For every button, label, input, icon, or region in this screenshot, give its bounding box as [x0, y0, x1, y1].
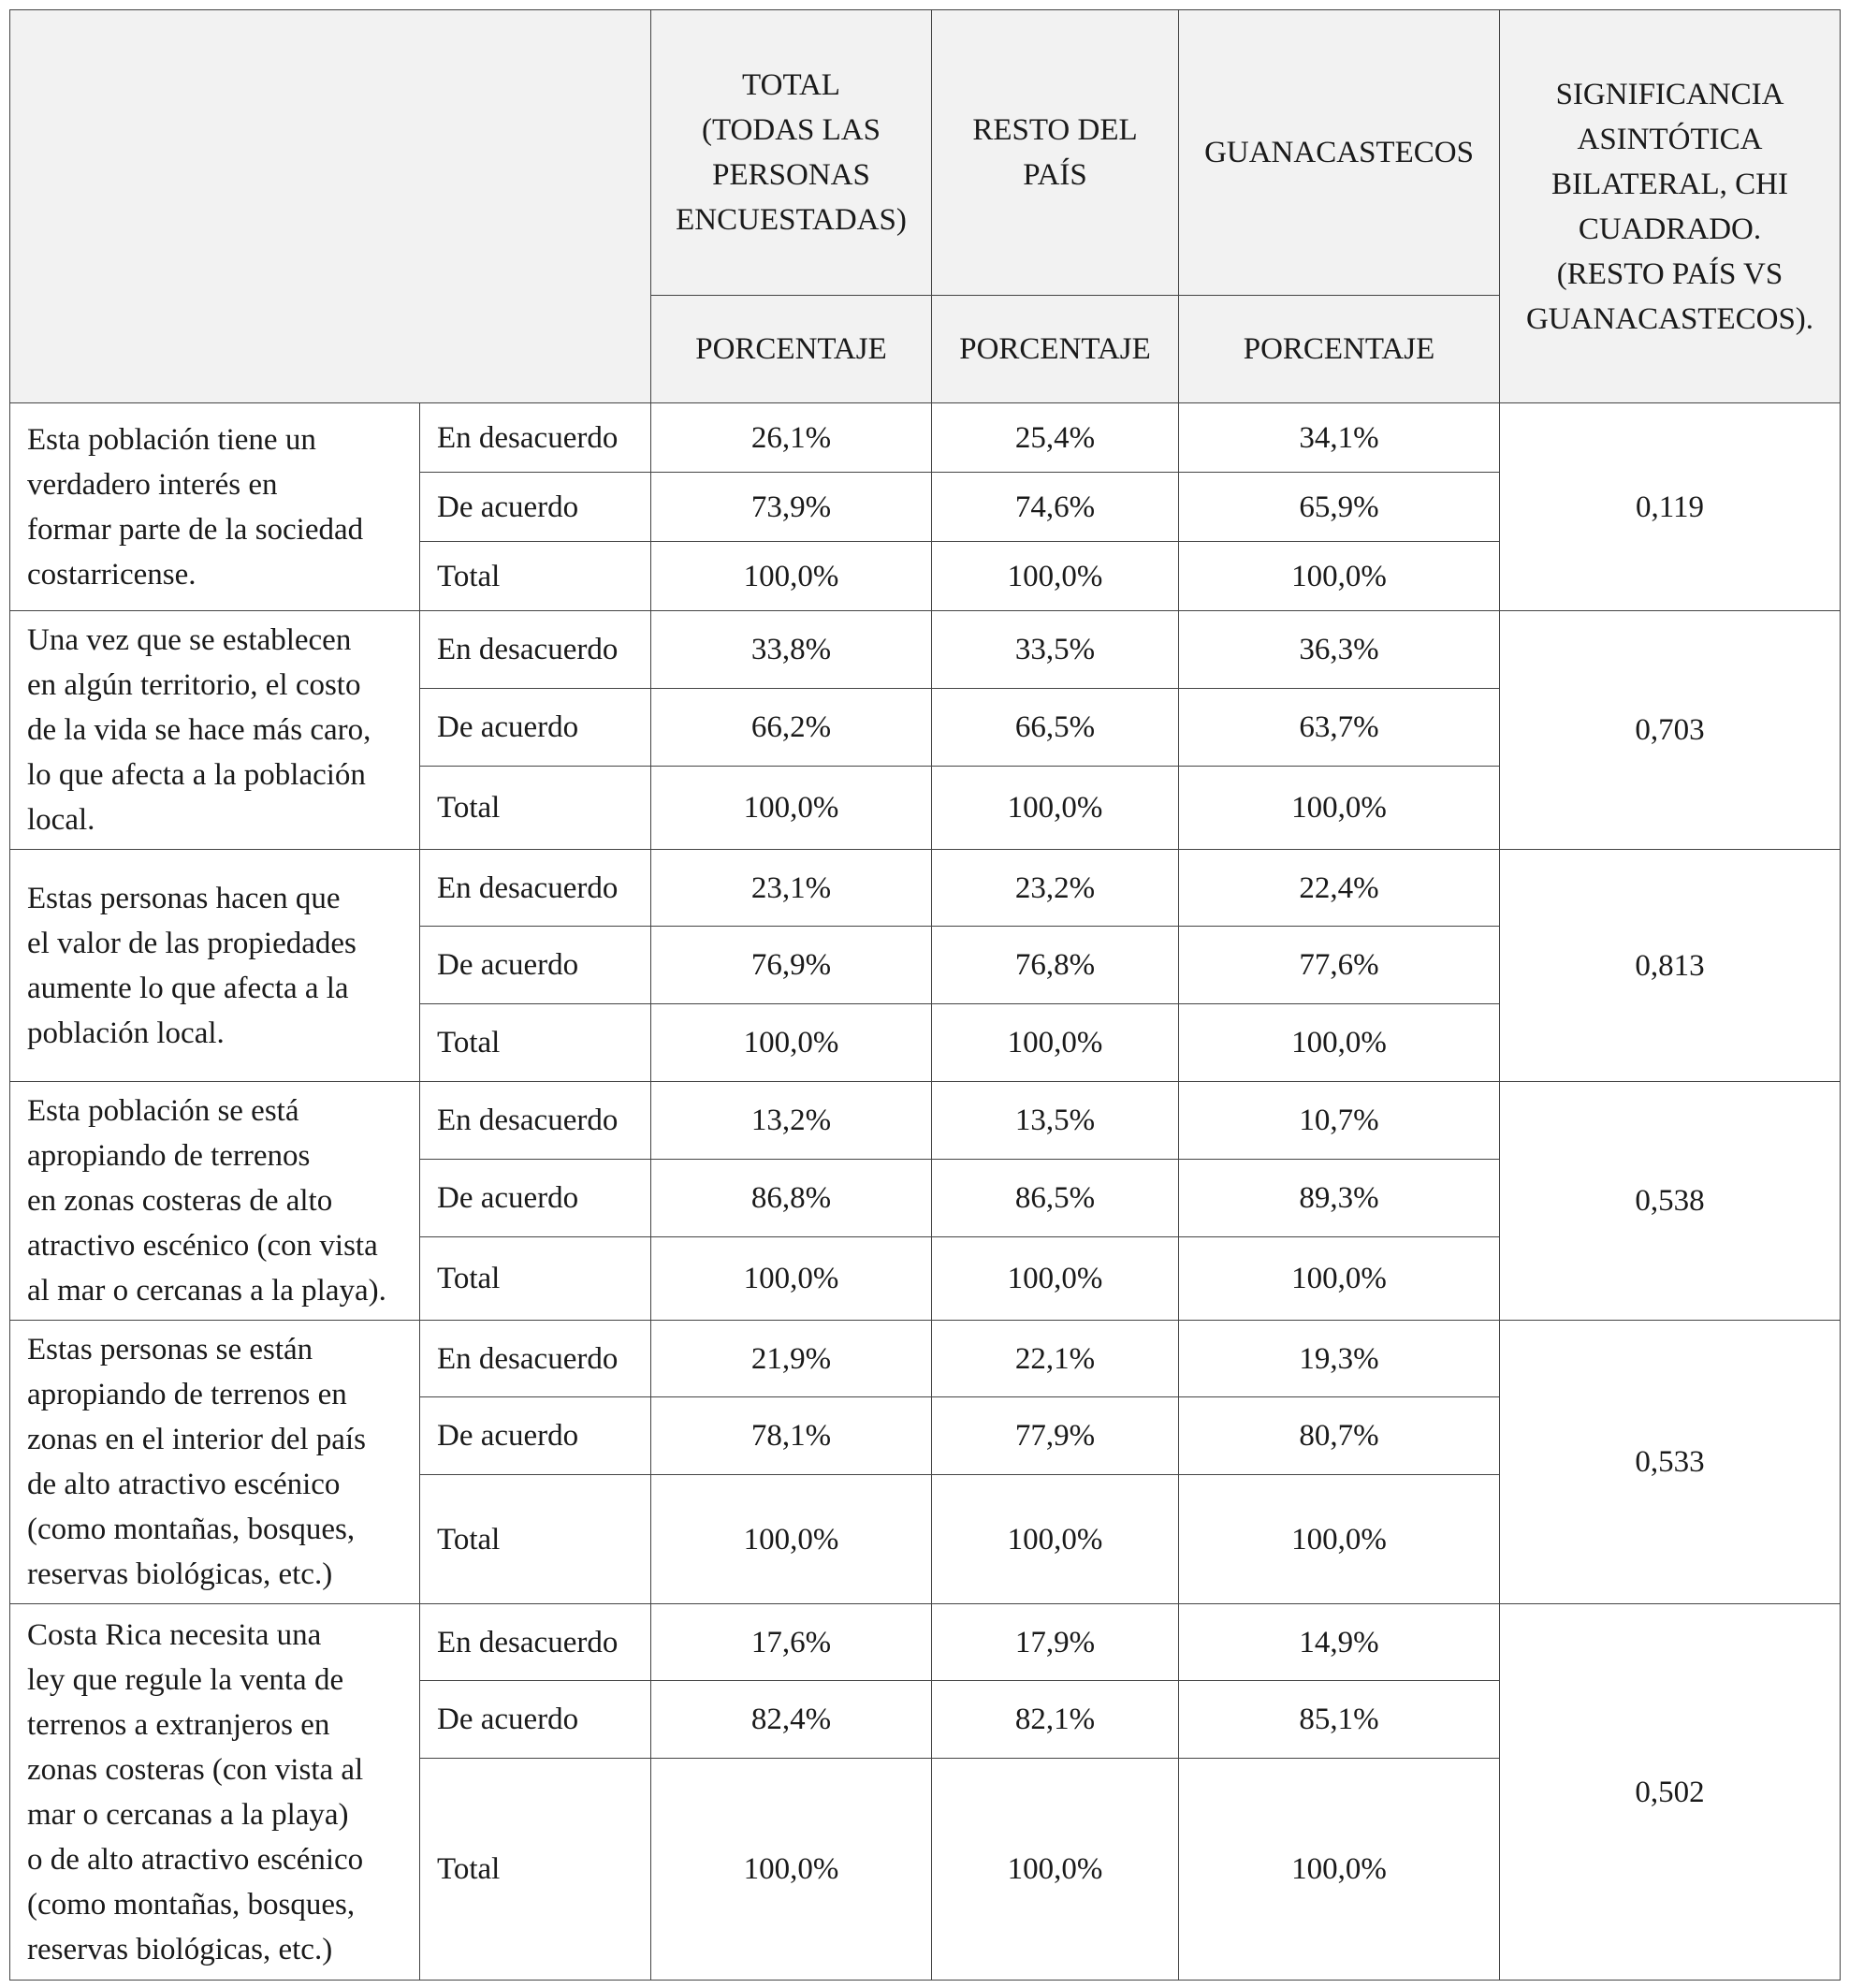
- response-label: De acuerdo: [420, 689, 651, 767]
- value-guanacastecos: 36,3%: [1179, 611, 1500, 689]
- table-row: [10, 850, 1841, 927]
- header-guanacastecos-cell: [1179, 10, 1500, 296]
- value-guanacastecos: 80,7%: [1179, 1397, 1500, 1475]
- response-label: En desacuerdo: [420, 403, 651, 473]
- header-significance-label: SIGNIFICANCIA ASINTÓTICA BILATERAL, CHI CUADRADO. (RESTO PAÍS VS GUANACASTECOS).: [1525, 77, 1814, 336]
- value-guanacastecos: 100,0%: [1179, 542, 1500, 611]
- response-label: En desacuerdo: [420, 1604, 651, 1681]
- value-guanacastecos: 100,0%: [1179, 1759, 1500, 1981]
- subheader-resto-cell: [932, 296, 1179, 403]
- significance-value: 0,703: [1500, 611, 1841, 850]
- value-resto: 100,0%: [932, 1237, 1179, 1321]
- value-guanacastecos: 100,0%: [1179, 1475, 1500, 1604]
- value-guanacastecos: 22,4%: [1179, 850, 1500, 927]
- statement-cell: [10, 850, 420, 1082]
- significance-value: 0,502: [1500, 1604, 1841, 1981]
- significance-value: 0,119: [1500, 403, 1841, 611]
- header-resto-cell: [932, 10, 1179, 296]
- value-guanacastecos: 65,9%: [1179, 473, 1500, 542]
- table-row: [10, 1321, 1841, 1397]
- value-guanacastecos: 100,0%: [1179, 1237, 1500, 1321]
- value-guanacastecos: 34,1%: [1179, 403, 1500, 473]
- value-resto: 25,4%: [932, 403, 1179, 473]
- value-resto: 77,9%: [932, 1397, 1179, 1475]
- value-total: 86,8%: [651, 1160, 932, 1237]
- subheader-guanacastecos-label: PORCENTAJE: [1243, 332, 1435, 366]
- statement-text: Estas personas hacen que el valor de las propiedades aumente lo que afecta a la población local.: [27, 881, 357, 1050]
- survey-results-table: [9, 9, 1841, 1981]
- value-resto: 100,0%: [932, 767, 1179, 850]
- statement-cell: [10, 1604, 420, 1981]
- value-total: 13,2%: [651, 1082, 932, 1160]
- response-label: En desacuerdo: [420, 850, 651, 927]
- table-row: [10, 1604, 1841, 1681]
- value-total: 100,0%: [651, 1759, 932, 1981]
- value-total: 100,0%: [651, 1237, 932, 1321]
- header-total-label: TOTAL (TODAS LAS PERSONAS ENCUESTADAS): [676, 68, 907, 237]
- value-total: 26,1%: [651, 403, 932, 473]
- table-row: [10, 403, 1841, 473]
- response-label: De acuerdo: [420, 1160, 651, 1237]
- value-resto: 22,1%: [932, 1321, 1179, 1397]
- value-resto: 74,6%: [932, 473, 1179, 542]
- value-resto: 33,5%: [932, 611, 1179, 689]
- value-guanacastecos: 19,3%: [1179, 1321, 1500, 1397]
- value-resto: 100,0%: [932, 1004, 1179, 1082]
- value-guanacastecos: 100,0%: [1179, 1004, 1500, 1082]
- subheader-resto-label: PORCENTAJE: [959, 332, 1151, 366]
- response-label: Total: [420, 1237, 651, 1321]
- response-label: Total: [420, 1475, 651, 1604]
- statement-text: Costa Rica necesita una ley que regule la venta de terrenos a extranjeros en zonas costeras (con vista al mar o cercanas a la playa) o de alto atractivo escénico (como montañas, bosques, reservas biológicas, etc.): [27, 1617, 364, 1966]
- statement-cell: [10, 611, 420, 850]
- response-label: Total: [420, 1004, 651, 1082]
- value-resto: 13,5%: [932, 1082, 1179, 1160]
- response-label: De acuerdo: [420, 473, 651, 542]
- value-guanacastecos: 85,1%: [1179, 1681, 1500, 1759]
- statement-text: Esta población se está apropiando de terrenos en zonas costeras de alto atractivo escénico (con vista al mar o cercanas a la playa).: [27, 1094, 386, 1308]
- value-total: 76,9%: [651, 927, 932, 1004]
- table-row: [10, 1082, 1841, 1160]
- significance-value: 0,813: [1500, 850, 1841, 1082]
- response-label: De acuerdo: [420, 927, 651, 1004]
- value-resto: 23,2%: [932, 850, 1179, 927]
- value-resto: 17,9%: [932, 1604, 1179, 1681]
- header-total-cell: [651, 10, 932, 296]
- value-total: 100,0%: [651, 542, 932, 611]
- response-label: En desacuerdo: [420, 1321, 651, 1397]
- header-guanacastecos-label: GUANACASTECOS: [1204, 136, 1474, 169]
- value-guanacastecos: 77,6%: [1179, 927, 1500, 1004]
- header-significance-cell: [1500, 10, 1841, 403]
- value-resto: 100,0%: [932, 1759, 1179, 1981]
- subheader-guanacastecos-cell: [1179, 296, 1500, 403]
- value-total: 21,9%: [651, 1321, 932, 1397]
- response-label: De acuerdo: [420, 1397, 651, 1475]
- value-resto: 100,0%: [932, 1475, 1179, 1604]
- statement-cell: [10, 1082, 420, 1321]
- statement-text: Esta población tiene un verdadero interés en formar parte de la sociedad costarricense.: [27, 422, 364, 592]
- value-resto: 76,8%: [932, 927, 1179, 1004]
- value-total: 66,2%: [651, 689, 932, 767]
- value-total: 78,1%: [651, 1397, 932, 1475]
- response-label: Total: [420, 767, 651, 850]
- value-guanacastecos: 89,3%: [1179, 1160, 1500, 1237]
- response-label: En desacuerdo: [420, 1082, 651, 1160]
- value-total: 23,1%: [651, 850, 932, 927]
- statement-cell: [10, 403, 420, 611]
- statement-cell: [10, 1321, 420, 1604]
- value-total: 33,8%: [651, 611, 932, 689]
- value-resto: 86,5%: [932, 1160, 1179, 1237]
- response-label: De acuerdo: [420, 1681, 651, 1759]
- value-total: 100,0%: [651, 1475, 932, 1604]
- value-total: 17,6%: [651, 1604, 932, 1681]
- statement-text: Una vez que se establecen en algún territorio, el costo de la vida se hace más caro, lo que afecta a la población local.: [27, 623, 371, 837]
- significance-value: 0,538: [1500, 1082, 1841, 1321]
- value-total: 82,4%: [651, 1681, 932, 1759]
- significance-value: 0,533: [1500, 1321, 1841, 1604]
- value-total: 73,9%: [651, 473, 932, 542]
- value-guanacastecos: 100,0%: [1179, 767, 1500, 850]
- response-label: Total: [420, 1759, 651, 1981]
- statement-text: Estas personas se están apropiando de terrenos en zonas en el interior del país de alto atractivo escénico (como montañas, bosques, reservas biológicas, etc.): [27, 1333, 366, 1591]
- header-resto-label: RESTO DEL PAÍS: [972, 113, 1138, 192]
- value-resto: 82,1%: [932, 1681, 1179, 1759]
- response-label: Total: [420, 542, 651, 611]
- header-corner-cell: [10, 10, 651, 403]
- subheader-total-label: PORCENTAJE: [695, 332, 887, 366]
- value-resto: 66,5%: [932, 689, 1179, 767]
- subheader-total-cell: [651, 296, 932, 403]
- value-guanacastecos: 14,9%: [1179, 1604, 1500, 1681]
- table-row: [10, 611, 1841, 689]
- value-guanacastecos: 10,7%: [1179, 1082, 1500, 1160]
- value-total: 100,0%: [651, 1004, 932, 1082]
- value-total: 100,0%: [651, 767, 932, 850]
- response-label: En desacuerdo: [420, 611, 651, 689]
- value-guanacastecos: 63,7%: [1179, 689, 1500, 767]
- value-resto: 100,0%: [932, 542, 1179, 611]
